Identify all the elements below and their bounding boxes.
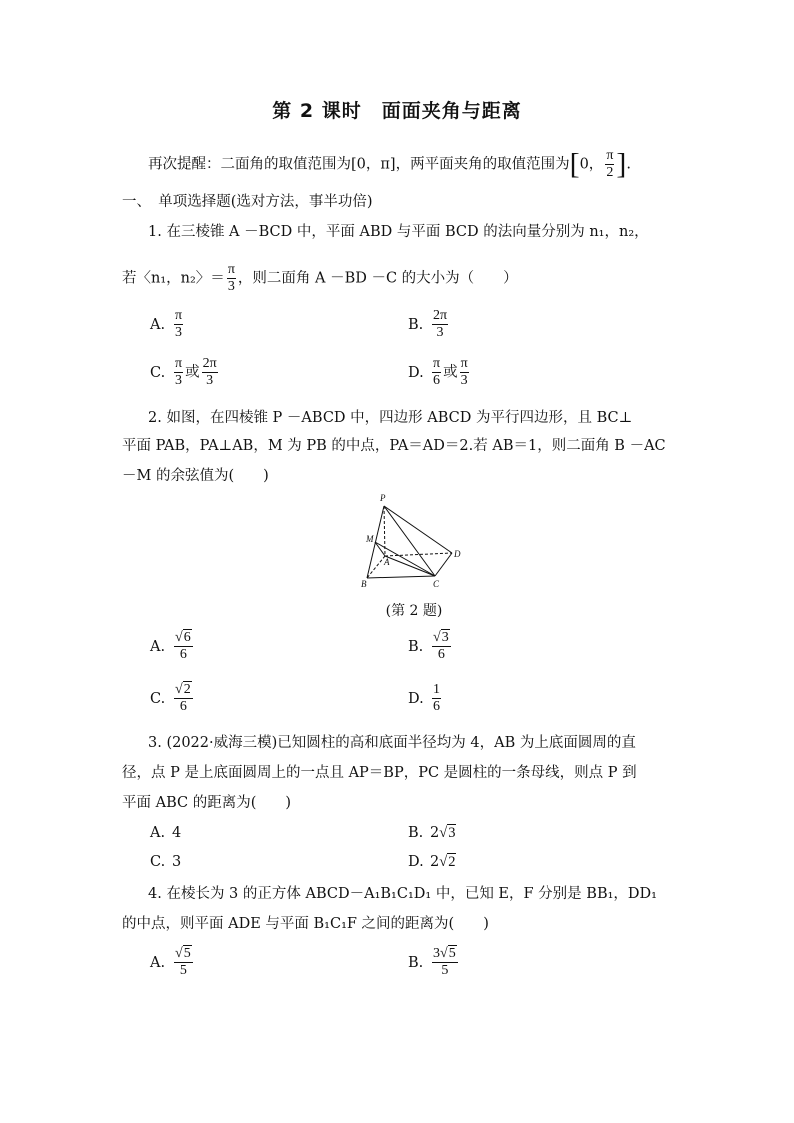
q3-option-a[interactable]: A. 4: [150, 825, 182, 841]
q4-line2: 的中点，则平面 ADE 与平面 B₁C₁F 之间的距离为( ): [122, 916, 489, 932]
q1-option-d[interactable]: D. $\frac{\pi}{6}$ 或 $\frac{\pi}{3}$: [408, 356, 468, 388]
interval-left: 0，: [579, 156, 604, 173]
q3-line1: 3. (2022·威海三模)已知圆柱的高和底面半径均为 4，AB 为上底面圆周的直: [148, 735, 636, 751]
q2-option-a[interactable]: A. $\frac{√6}{6}$: [150, 630, 191, 662]
q1-fraction: $\frac{\pi}{3}$: [227, 262, 235, 294]
q1-option-b[interactable]: B. $\frac{2\pi}{3}$: [408, 308, 448, 340]
interval-fraction: $\frac{\pi}{2}$: [606, 148, 614, 180]
page-title: 第 2 课时 面面夹角与距离: [272, 100, 522, 122]
left-bracket: [: [569, 147, 580, 181]
q4-line1: 4. 在棱长为 3 的正方体 ABCD－A₁B₁C₁D₁ 中，已知 E，F 分别是 BB₁，DD₁: [148, 886, 657, 902]
q3-line3: 平面 ABC 的距离为( ): [122, 795, 292, 811]
edge-PA: [384, 506, 385, 556]
q2-option-d[interactable]: D. $\frac{1}{6}$: [408, 682, 440, 714]
q2-line1: 2. 如图，在四棱锥 P －ABCD 中，四边形 ABCD 为平行四边形，且 BC⊥: [148, 410, 633, 426]
pyramid-figure: [355, 490, 475, 590]
edge-MA: [375, 542, 385, 556]
figure-caption: (第 2 题): [385, 603, 443, 619]
q1-line1: 1. 在三棱锥 A －BCD 中，平面 ABD 与平面 BCD 的法向量分别为 n₁，n₂，: [148, 224, 649, 240]
section-heading: 一、 单项选择题(选对方法，事半功倍): [122, 194, 373, 210]
q2-line2: 平面 PAB，PA⊥AB，M 为 PB 的中点，PA＝AD＝2.若 AB＝1，则二面角 B －AC: [122, 438, 666, 454]
right-bracket: ]: [616, 147, 627, 181]
q2-line3: －M 的余弦值为( ): [122, 468, 269, 484]
edge-CD: [435, 553, 452, 576]
q3-option-b[interactable]: B. 2√3: [408, 825, 456, 841]
q3-line2: 径，点 P 是上底面圆周上的一点且 AP＝BP，PC 是圆柱的一条母线，则点 P 到: [122, 765, 637, 781]
label-M: M: [366, 534, 374, 544]
label-A: A: [384, 557, 390, 567]
edge-PD: [384, 506, 452, 553]
q2-option-b[interactable]: B. $\frac{√3}{6}$: [408, 630, 449, 662]
q3-option-c[interactable]: C. 3: [150, 854, 182, 870]
label-P: P: [380, 493, 386, 503]
reminder: 再次提醒：二面角的取值范围为[0，π]，两平面夹角的取值范围为[0， $\frac{\pi}{2}$ ].: [148, 147, 631, 181]
q4-option-b[interactable]: B. $\frac{3√5}{5}$: [408, 946, 456, 978]
q1-option-c[interactable]: C. $\frac{\pi}{3}$ 或 $\frac{2\pi}{3}$: [150, 356, 217, 388]
q4-option-a[interactable]: A. $\frac{√5}{5}$: [150, 946, 191, 978]
q1-line2: 若〈n₁，n₂〉＝ $\frac{\pi}{3}$ ，则二面角 A －BD －C 的大小为（ ）: [122, 262, 518, 294]
label-C: C: [433, 579, 440, 589]
label-B: B: [361, 579, 367, 589]
q1-option-a[interactable]: A. $\frac{\pi}{3}$: [150, 308, 183, 340]
q2-option-c[interactable]: C. $\frac{√2}{6}$: [150, 682, 191, 714]
q3-option-d[interactable]: D. 2√2: [408, 854, 456, 870]
label-D: D: [454, 549, 461, 559]
edge-BC: [367, 576, 435, 578]
reminder-text: 再次提醒：二面角的取值范围为[0，π]，两平面夹角的取值范围为: [148, 156, 570, 173]
